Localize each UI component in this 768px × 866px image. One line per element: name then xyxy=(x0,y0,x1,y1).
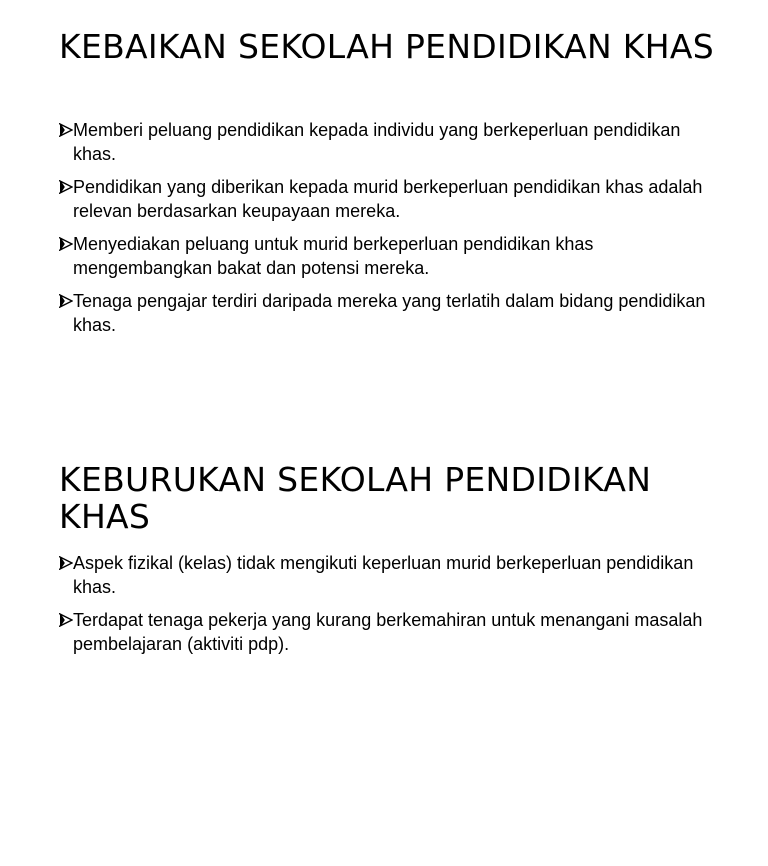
arrow-bullet-icon xyxy=(59,118,75,142)
bullet-item xyxy=(59,232,719,280)
arrow-bullet-icon xyxy=(59,175,75,199)
slide-title: KEBAIKAN SEKOLAH PENDIDIKAN KHAS xyxy=(59,27,714,66)
bullet-item xyxy=(59,289,719,337)
bullet-text: Menyediakan peluang untuk murid berkeperluan pendidikan khas mengembangkan bakat dan potensi mereka. xyxy=(73,234,594,278)
slide-keburukan xyxy=(0,433,768,866)
bullet-item xyxy=(59,608,719,656)
bullet-item xyxy=(59,551,719,599)
bullet-text: Aspek fizikal (kelas) tidak mengikuti keperluan murid berkeperluan pendidikan khas. xyxy=(73,553,694,597)
bullet-item xyxy=(59,175,719,223)
bullet-text: Tenaga pengajar terdiri daripada mereka yang terlatih dalam bidang pendidikan khas. xyxy=(73,291,706,335)
arrow-bullet-icon xyxy=(59,232,75,256)
bullet-list xyxy=(59,118,719,346)
arrow-bullet-icon xyxy=(59,289,75,313)
bullet-text: Terdapat tenaga pekerja yang kurang berkemahiran untuk menangani masalah pembelajaran (aktiviti pdp). xyxy=(73,610,703,654)
bullet-item xyxy=(59,118,719,166)
bullet-text: Memberi peluang pendidikan kepada individu yang berkeperluan pendidikan khas. xyxy=(73,120,681,164)
arrow-bullet-icon xyxy=(59,551,75,575)
slide-title: KEBURUKAN SEKOLAH PENDIDIKAN KHAS xyxy=(59,460,652,536)
arrow-bullet-icon xyxy=(59,608,75,632)
bullet-list xyxy=(59,551,719,665)
bullet-text: Pendidikan yang diberikan kepada murid berkeperluan pendidikan khas adalah relevan berdasarkan keupayaan mereka. xyxy=(73,177,703,221)
